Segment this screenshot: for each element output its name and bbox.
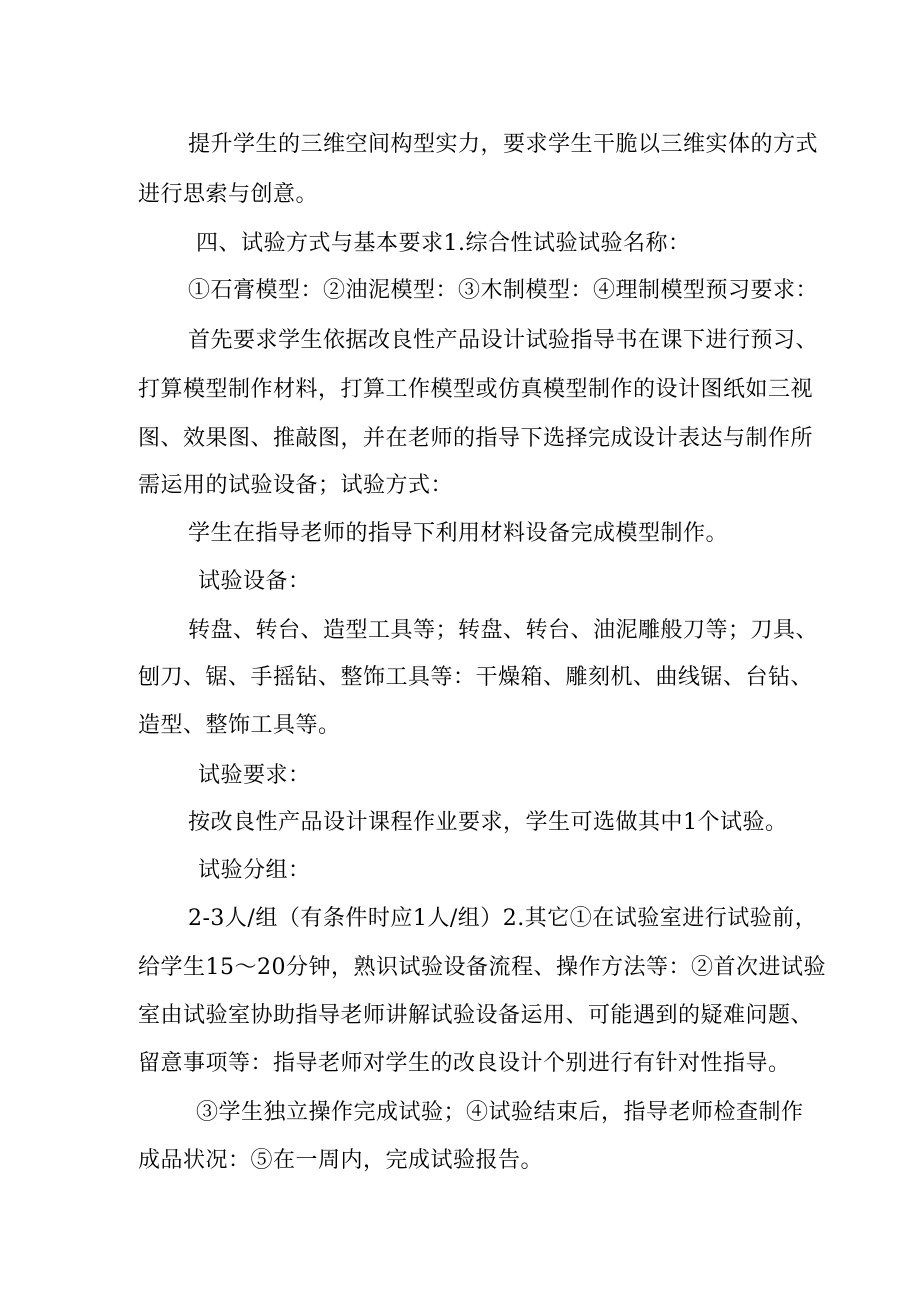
text-line: 2-3人/组（有条件时应1人/组）2.其它①在试验室进行试验前， (188, 906, 818, 931)
text-line: ①石膏模型：②油泥模型：③木制模型：④理制模型预习要求： (188, 278, 819, 303)
text-line: 打算模型制作材料，打算工作模型或仿真模型制作的设计图纸如三视 (138, 377, 814, 402)
text-line: 成品状况：⑤在一周内，完成试验报告。 (138, 1148, 544, 1173)
text-line: 进行思索与创意。 (138, 182, 319, 207)
text-line: 需运用的试验设备；试验方式： (138, 473, 454, 498)
text-line: 留意事项等：指导老师对学生的改良设计个别进行有针对性指导。 (138, 1051, 791, 1076)
section-heading: 四、试验方式与基本要求1.综合性试验试验名称： (196, 231, 691, 256)
text-line: 室由试验室协助指导老师讲解试验设备运用、可能遇到的疑难问题、 (138, 1003, 814, 1028)
text-line: 提升学生的三维空间构型实力，要求学生干脆以三维实体的方式 (188, 132, 819, 157)
text-line: ③学生独立操作完成试验；④试验结束后，指导老师检查制作 (196, 1100, 804, 1125)
text-line: 图、效果图、推敲图，并在老师的指导下选择完成设计表达与制作所 (138, 426, 814, 451)
subheading-requirements: 试验要求： (198, 763, 311, 788)
subheading-equipment: 试验设备： (198, 569, 311, 594)
text-line: 首先要求学生依据改良性产品设计试验指导书在课下进行预习、 (188, 328, 819, 353)
text-line: 学生在指导老师的指导下利用材料设备完成模型制作。 (188, 521, 729, 546)
text-line: 造型、整饰工具等。 (138, 713, 341, 738)
subheading-grouping: 试验分组： (198, 858, 311, 883)
text-line: 按改良性产品设计课程作业要求，学生可选做其中1个试验。 (188, 810, 788, 835)
text-line: 给学生15～20分钟，熟识试验设备流程、操作方法等：②首次进试验 (138, 955, 826, 980)
text-line: 刨刀、锯、手摇钻、整饰工具等：干燥箱、雕刻机、曲线锯、台钻、 (138, 665, 814, 690)
text-line: 转盘、转台、造型工具等；转盘、转台、油泥雕般刀等；刀具、 (188, 618, 819, 643)
